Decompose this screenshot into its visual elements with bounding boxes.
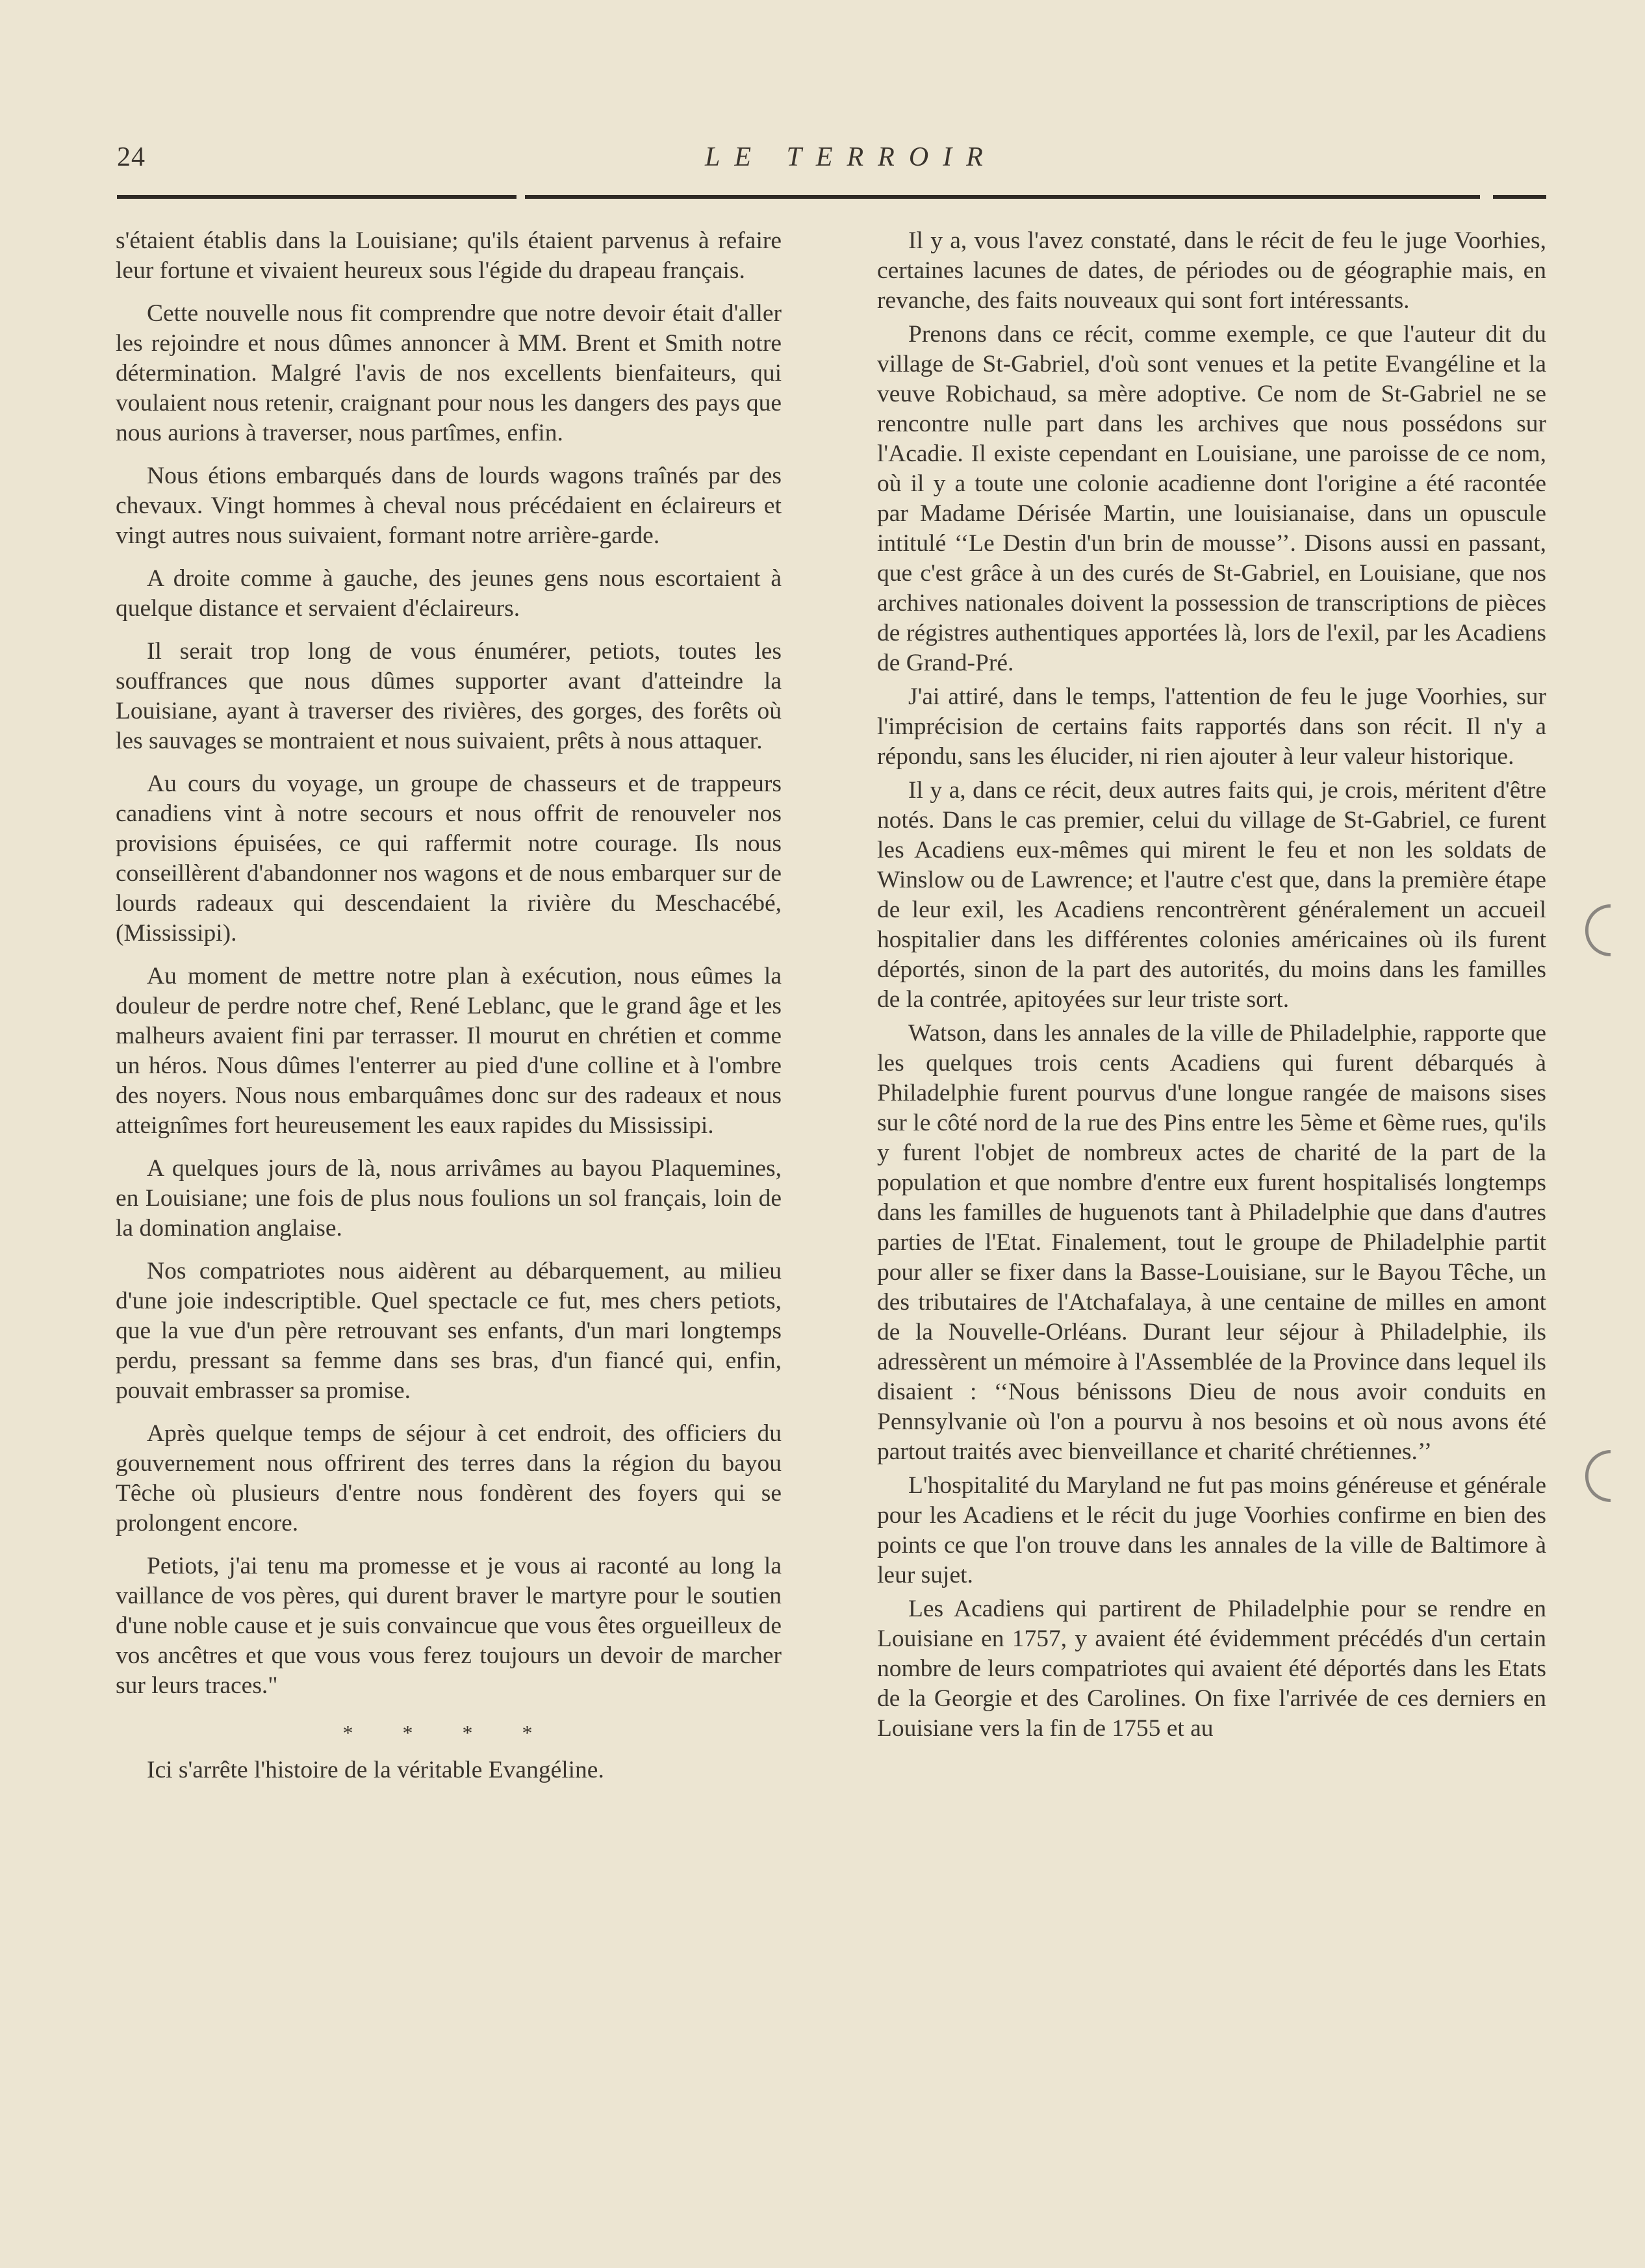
paragraph: Cette nouvelle nous fit comprendre que notre devoir était d'aller les rejoindre et nous dûmes annoncer à MM. Brent et Smith notre détermination. Malgré l'avis de nos excellents bienfaiteurs, qui voulaient nous retenir, craignant pour nous les dangers des pays que nous aurions à traverser, nous partîmes, enfin. [116, 300, 782, 446]
header-rule-segment [1493, 195, 1546, 199]
paragraph: Les Acadiens qui partirent de Philadelphie pour se rendre en Louisiane en 1757, y avaient été évidemment précédés d'un certain nombre de leurs compatriotes qui avaient été déportés dans les Etats de la Georgie et des Carolines. On fixe l'arrivée de ces derniers en Louisiane vers la fin de 1755 et au [877, 1596, 1546, 1742]
paragraph: Il y a, vous l'avez constaté, dans le récit de feu le juge Voorhies, certaines lacunes de dates, de périodes ou de géographie mais, en revanche, des faits nouveaux qui sont fort intéressants. [877, 227, 1546, 314]
binding-hole-mark [1585, 904, 1611, 956]
paragraph: Prenons dans ce récit, comme exemple, ce que l'auteur dit du village de St-Gabriel, d'où sont venues et la petite Evangéline et la veuve Robichaud, sa mère adoptive. Ce nom de St-Gabriel ne se rencontre nulle part dans les archives que nous possédons sur l'Acadie. Il existe cependant en Louisiane, une paroisse de ce nom, où il y a toute une colonie acadienne dont l'origine a été racontée par Madame Dérisée Martin, une louisianaise, dans un opuscule intitulé ‘‘Le Destin d'un brin de mousse’’. Disons aussi en passant, que c'est grâce à un des curés de St-Gabriel, en Louisiane, que nos archives nationales doivent la possession de transcriptions de pièces de régistres authentiques apportées là, lors de l'exil, par les Acadiens de Grand-Pré. [877, 321, 1546, 676]
paragraph: A quelques jours de là, nous arrivâmes au bayou Plaquemines, en Louisiane; une fois de plus nous foulions un sol français, loin de la domination anglaise. [116, 1155, 782, 1242]
paragraph: A droite comme à gauche, des jeunes gens nous escortaient à quelque distance et servaient d'éclaireurs. [116, 565, 782, 622]
binding-hole-mark [1585, 1450, 1611, 1502]
page-number: 24 [117, 142, 146, 172]
paragraph: Nous étions embarqués dans de lourds wagons traînés par des chevaux. Vingt hommes à cheval nous précédaient en éclaireurs et vingt autres nous suivaient, formant notre arrière-garde. [116, 463, 782, 549]
paragraph: Il serait trop long de vous énumérer, petiots, toutes les souffrances que nous dûmes supporter avant d'atteindre la Louisiane, ayant à traverser des rivières, des gorges, des forêts où les sauvages se montraient et nous suivaient, prêts à nous attaquer. [116, 638, 782, 754]
left-column [116, 226, 782, 1785]
header-rule-segment [525, 195, 1480, 199]
header-rule [117, 195, 1546, 200]
section-separator: * * * * [342, 1721, 555, 1744]
paragraph: Watson, dans les annales de la ville de Philadelphie, rapporte que les quelques trois cents Acadiens qui furent débarqués à Philadelphie furent pourvus d'une longue rangée de maisons sises sur le côté nord de la rue des Pins entre les 5ème et 6ème rues, qu'ils y furent l'objet de nombreux actes de charité de la part de la population et que nombre d'entre eux furent hospitalisés longtemps dans les familles de huguenots tant à Philadelphie que dans d'autres parties de l'Etat. Finalement, tout le groupe de Philadelphie partit pour aller se fixer dans la Basse-Louisiane, sur le Bayou Têche, un des tributaires de l'Atchafalaya, à une centaine de milles en amont de la Nouvelle-Orléans. Durant leur séjour à Philadelphie, ils adressèrent un mémoire à l'Assemblée de la Province dans lequel ils disaient : ‘‘Nous bénissons Dieu de nous avoir conduits en Pennsylvanie où l'on a pourvu à nos besoins et où nous avons été partout traités avec bienveillance et charité chrétiennes.’’ [877, 1020, 1546, 1465]
paragraph: J'ai attiré, dans le temps, l'attention de feu le juge Voorhies, sur l'imprécision de certains faits rapportés dans son récit. Il n'y a répondu, sans les élucider, ni rien ajouter à leur valeur historique. [877, 683, 1546, 770]
paragraph: Au cours du voyage, un groupe de chasseurs et de trappeurs canadiens vint à notre secours et nous offrit de renouveler nos provisions épuisées, ce qui raffermit notre courage. Ils nous conseillèrent d'abandonner nos wagons et de nous embarquer sur de lourds radeaux qui descendaient la rivière du Meschacébé, (Mississipi). [116, 771, 782, 947]
paragraph: Il y a, dans ce récit, deux autres faits qui, je crois, méritent d'être notés. Dans le cas premier, celui du village de St-Gabriel, ce furent les Acadiens eux-mêmes qui mirent le feu et non les soldats de Winslow ou de Lawrence; et l'autre c'est que, dans la première étape de leur exil, les Acadiens rencontrèrent généralement un accueil hospitalier dans les différentes colonies américaines où ils furent déportés, sinon de la part des autorités, du moins dans les familles de la contrée, apitoyées sur leur triste sort. [877, 777, 1546, 1013]
paragraph: Petiots, j'ai tenu ma promesse et je vous ai raconté au long la vaillance de vos pères, qui durent braver le martyre pour le soutien d'une noble cause et je suis convaincue que vous êtes orgueilleux de vos ancêtres et que vous vous ferez toujours un devoir de marcher sur leurs traces." [116, 1553, 782, 1699]
right-column [877, 226, 1546, 1748]
paragraph: Au moment de mettre notre plan à exécution, nous eûmes la douleur de perdre notre chef, René Leblanc, que le grand âge et les malheurs avaient fini par terrasser. Il mourut en chrétien et comme un héros. Nous dûmes l'enterrer au pied d'une colline et à l'ombre des noyers. Nous nous embarquâmes donc sur des radeaux et nous atteignîmes fort heureusement les eaux rapides du Mississipi. [116, 963, 782, 1139]
paragraph: Nos compatriotes nous aidèrent au débarquement, au milieu d'une joie indescriptible. Quel spectacle ce fut, mes chers petiots, que la vue d'un père retrouvant ses enfants, d'un mari longtemps perdu, pressant sa femme dans ses bras, d'un fiancé qui, enfin, pouvait embrasser sa promise. [116, 1258, 782, 1404]
header-rule-segment [117, 195, 516, 199]
running-title: LE TERROIR [705, 142, 997, 172]
paragraph: s'étaient établis dans la Louisiane; qu'ils étaient parvenus à refaire leur fortune et vivaient heureux sous l'égide du drapeau français. [116, 227, 782, 284]
closing-line: Ici s'arrête l'histoire de la véritable Evangéline. [147, 1757, 604, 1783]
paragraph: Après quelque temps de séjour à cet endroit, des officiers du gouvernement nous offrirent des terres dans la région du bayou Têche où plusieurs d'entre nous fondèrent des foyers qui se prolongent encore. [116, 1420, 782, 1536]
paragraph: L'hospitalité du Maryland ne fut pas moins généreuse et générale pour les Acadiens et le récit du juge Voorhies confirme en bien des points ce que l'on trouve dans les annales de la ville de Baltimore à leur sujet. [877, 1472, 1546, 1588]
